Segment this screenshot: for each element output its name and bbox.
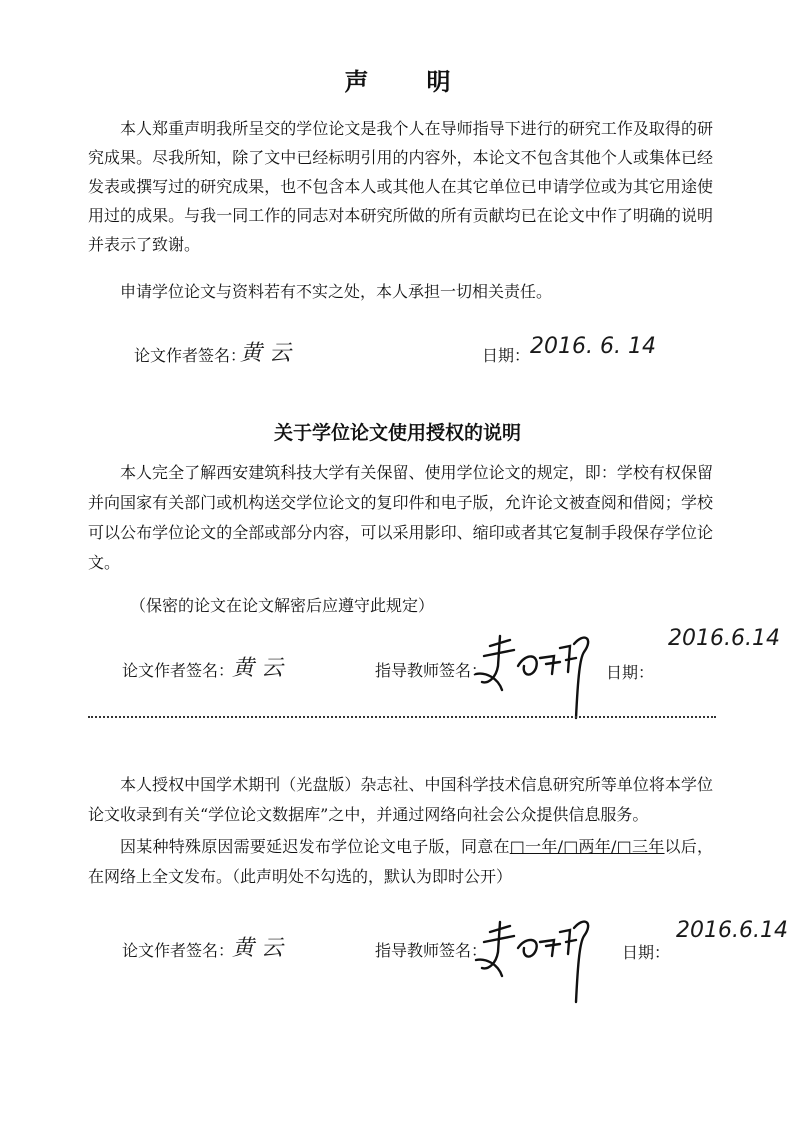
declaration-paragraph-1: 本人郑重声明我所呈交的学位论文是我个人在导师指导下进行的研究工作及取得的研究成果。尽我所知，除了文中已经标明引用的内容外，本论文不包含其他个人或集体已经发表或撰写过的研究成果，也不包含本人或其他人在其它单位已申请学位或为其它用途使用过的成果。与我一同工作的同志对本研究所做的所有贡献均已在论文中作了明确的说明并表示了致谢。 — [88, 119, 713, 254]
authorization-advisor-signature — [470, 626, 600, 722]
declaration-title-a: 声 — [344, 68, 369, 96]
authorization-advisor-label: 指导教师签名： — [375, 661, 488, 680]
publishing-advisor-label: 指导教师签名： — [375, 941, 488, 960]
publishing-advisor-signature — [470, 912, 600, 1008]
declaration-title-b: 明 — [426, 68, 451, 96]
declaration-date-label: 日期： — [482, 346, 531, 365]
delay-options: □一年/□两年/□三年 — [509, 837, 665, 856]
publishing-paragraph-2-a: 因某种特殊原因需要延迟发布学位论文电子版，同意在 — [120, 837, 510, 856]
publishing-author-signature: 黄 云 — [232, 936, 283, 961]
declaration-author-label: 论文作者签名： — [134, 346, 247, 365]
authorization-note: （保密的论文在论文解密后应遵守此规定） — [130, 596, 435, 615]
authorization-author-signature: 黄 云 — [232, 656, 283, 681]
authorization-author-label: 论文作者签名： — [122, 661, 235, 680]
publishing-paragraph-2-b: 以后，在网络上全文发布。（此声明处不勾选的，默认为即时公开） — [88, 837, 713, 886]
authorization-date-value: 2016.6.14 — [668, 626, 780, 651]
publishing-date-label: 日期： — [622, 943, 671, 962]
section-divider — [88, 716, 716, 718]
publishing-paragraph-1: 本人授权中国学术期刊（光盘版）杂志社、中国科学技术信息研究所等单位将本学位论文收录到有关“学位论文数据库”之中，并通过网络向社会公众提供信息服务。 — [88, 775, 713, 824]
authorization-date-label: 日期： — [606, 663, 655, 682]
publishing-date-value: 2016.6.14 — [676, 918, 788, 943]
authorization-title: 关于学位论文使用授权的说明 — [273, 422, 521, 444]
declaration-author-signature: 黄 云 — [240, 341, 291, 366]
publishing-paragraph-2 — [88, 832, 713, 892]
authorization-paragraph: 本人完全了解西安建筑科技大学有关保留、使用学位论文的规定，即：学校有权保留并向国家有关部门或机构送交学位论文的复印件和电子版，允许论文被查阅和借阅；学校可以公布学位论文的全部或部分内容，可以采用影印、缩印或者其它复制手段保存学位论文。 — [88, 463, 713, 572]
declaration-date-value: 2016. 6. 14 — [530, 334, 656, 359]
publishing-author-label: 论文作者签名： — [122, 941, 235, 960]
declaration-paragraph-2: 申请学位论文与资料若有不实之处，本人承担一切相关责任。 — [120, 282, 553, 301]
declaration-title — [0, 62, 795, 97]
